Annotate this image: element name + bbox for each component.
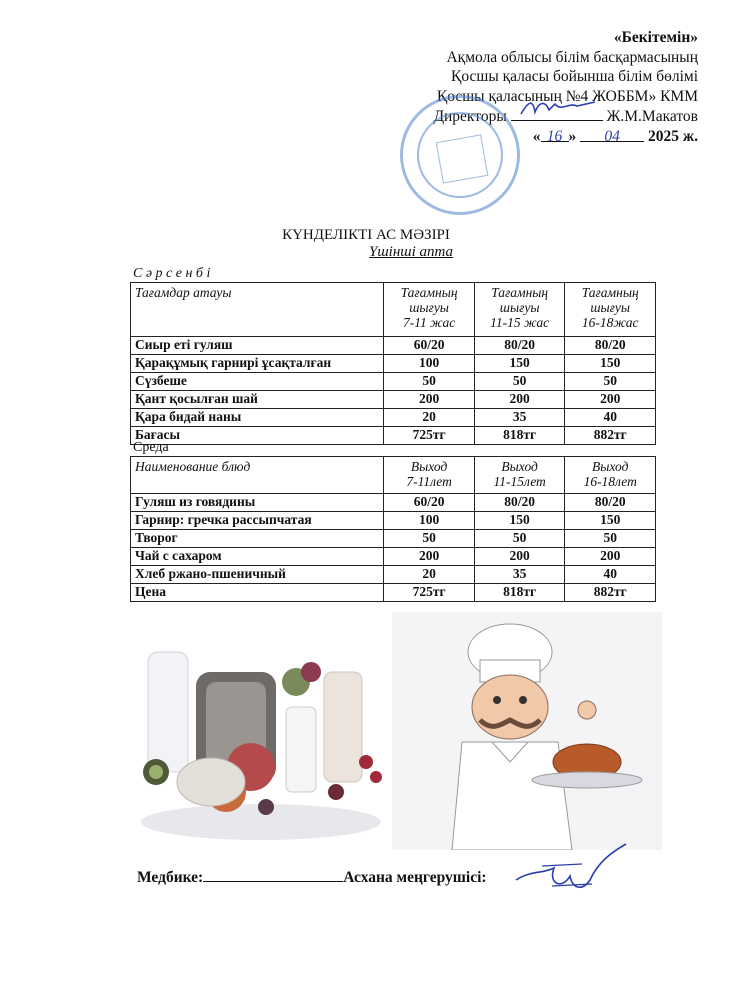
date-month: 04 bbox=[580, 127, 644, 142]
director-signature-field bbox=[511, 106, 603, 121]
table-row: Қант қосылған шай 200 200 200 bbox=[131, 391, 656, 409]
chef-illustration bbox=[392, 612, 662, 850]
approval-heading: «Бекітемін» bbox=[613, 29, 698, 46]
official-stamp bbox=[400, 95, 520, 215]
approval-line-2: Қосшы қаласы бойынша білім бөлімі bbox=[451, 68, 698, 85]
column-header: Тағамның шығуы 7-11 жас bbox=[384, 283, 475, 337]
table-row: Сүзбеше 50 50 50 bbox=[131, 373, 656, 391]
table-row: Қара бидай наны 20 35 40 bbox=[131, 409, 656, 427]
approval-date: « 16 » 04 2025 ж. bbox=[532, 127, 698, 145]
table-row: Творог 50 50 50 bbox=[131, 530, 656, 548]
ru-menu-table bbox=[130, 456, 656, 602]
column-header: Тағамдар атауы bbox=[131, 283, 384, 337]
approval-line-3: Қосшы қаласының №4 ЖОББМ» КММ bbox=[436, 87, 698, 105]
column-header: Выход 16-18лет bbox=[565, 457, 656, 494]
date-day: 16 bbox=[541, 127, 569, 142]
nurse-signature-field bbox=[203, 869, 343, 882]
food-illustration bbox=[136, 612, 386, 844]
cafeteria-head-label: Асхана меңгерушісі: bbox=[343, 869, 487, 886]
cafeteria-head-signature bbox=[512, 840, 632, 900]
table-row: Қарақұмық гарнирі ұсақталған 100 150 150 bbox=[131, 355, 656, 373]
table-row: Цена 725тг 818тг 882тг bbox=[131, 584, 656, 602]
page-title: КҮНДЕЛІКТІ АС МӘЗІРІ bbox=[282, 227, 450, 243]
table-row: Гарнир: гречка рассыпчатая 100 150 150 bbox=[131, 512, 656, 530]
nurse-label: Медбике: bbox=[137, 869, 204, 886]
signature-line bbox=[137, 869, 487, 887]
table-row: Бағасы 725тг 818тг 882тг bbox=[131, 427, 656, 445]
approval-line-1: Ақмола облысы білім басқармасының bbox=[446, 48, 698, 66]
table-row: Чай с сахаром 200 200 200 bbox=[131, 548, 656, 566]
table-row: Сиыр еті гуляш 60/20 80/20 80/20 bbox=[131, 337, 656, 355]
table-header-row bbox=[131, 457, 656, 494]
ru-day-label: Среда bbox=[133, 440, 169, 455]
column-header: Тағамның шығуы 16-18жас bbox=[565, 283, 656, 337]
table-row: Гуляш из говядины 60/20 80/20 80/20 bbox=[131, 494, 656, 512]
director-name: Ж.М.Макатов bbox=[606, 108, 698, 125]
page-subtitle: Үшінші апта bbox=[368, 244, 454, 260]
column-header: Выход 11-15лет bbox=[474, 457, 565, 494]
kz-day-label: С ә р с е н б і bbox=[133, 266, 211, 281]
director-prefix: Директоры bbox=[433, 108, 507, 125]
kz-menu-table bbox=[130, 282, 656, 445]
table-row: Хлеб ржано-пшеничный 20 35 40 bbox=[131, 566, 656, 584]
table-header-row bbox=[131, 283, 656, 337]
director-signature bbox=[515, 98, 607, 118]
column-header: Выход 7-11лет bbox=[384, 457, 475, 494]
date-year: 2025 ж. bbox=[648, 127, 698, 145]
column-header: Тағамның шығуы 11-15 жас bbox=[474, 283, 565, 337]
column-header: Наименование блюд bbox=[131, 457, 384, 494]
